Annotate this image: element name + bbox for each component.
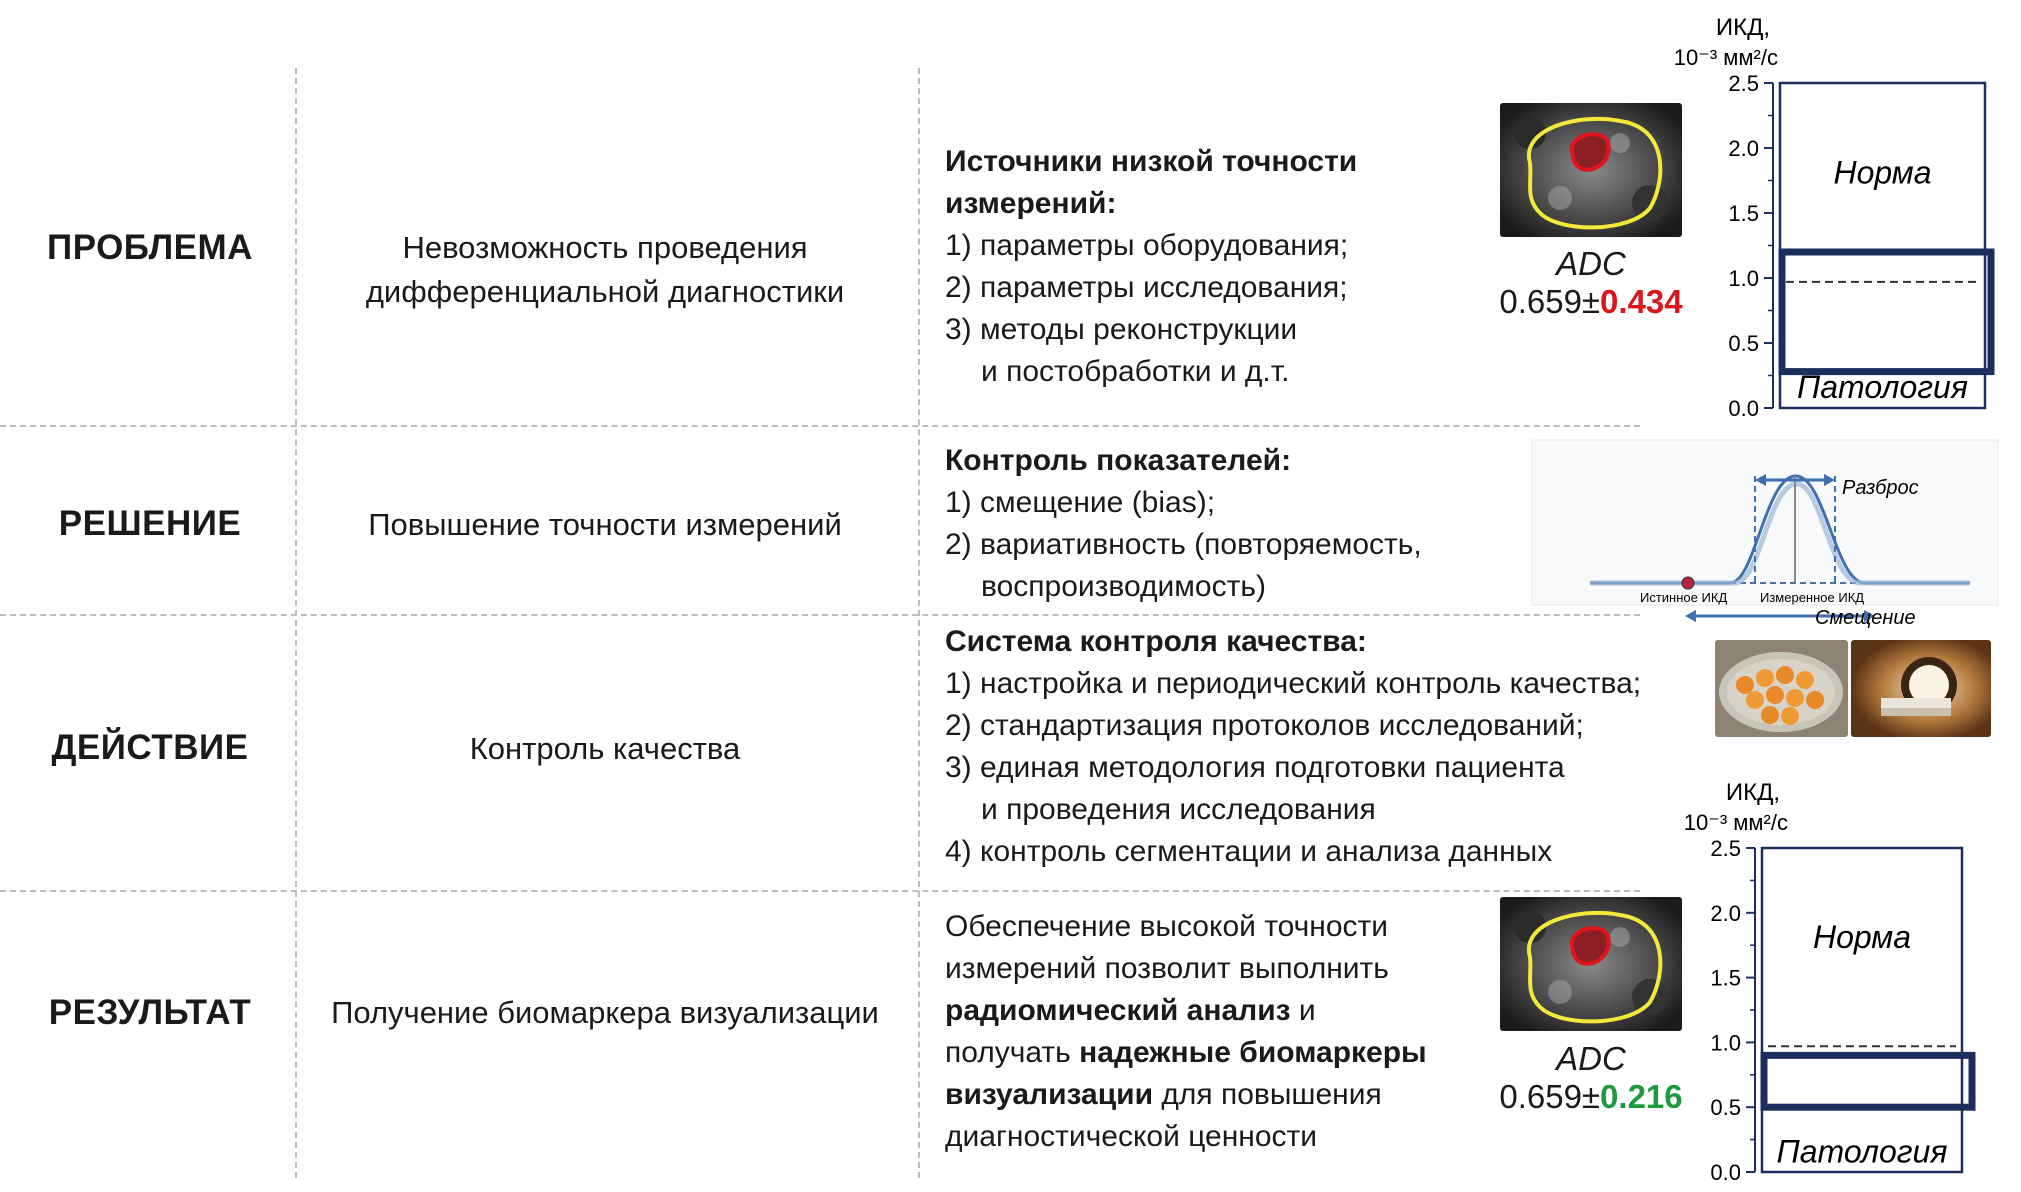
list-item: и постобработки и д.т. xyxy=(981,355,1290,388)
problem-block-title: Источники низкой точности xyxy=(945,145,1358,178)
list-item: 2) стандартизация протоколов исследований; xyxy=(945,709,1584,742)
result-line: диагностической ценности xyxy=(945,1120,1318,1153)
column-divider-2 xyxy=(918,68,920,1178)
chart-ylabel-unit: 10⁻³ мм²/с xyxy=(1683,810,1788,835)
spread-label: Разброс xyxy=(1842,477,1919,499)
adc-error: 0.434 xyxy=(1600,283,1683,320)
chart-ylabel: ИКД, xyxy=(1715,14,1770,41)
adc-label: ADC xyxy=(1556,1040,1626,1077)
true-value-point xyxy=(1682,577,1694,589)
row-label-result: РЕЗУЛЬТАТ xyxy=(48,993,252,1032)
adc-error: 0.216 xyxy=(1600,1078,1683,1115)
row-label-problem: ПРОБЛЕМА xyxy=(47,228,253,267)
chart-tick-label: 1.5 xyxy=(1728,201,1759,226)
result-text: получать xyxy=(945,1036,1080,1069)
chart-tick-label: 0.0 xyxy=(1728,396,1759,421)
result-line xyxy=(945,1032,1427,1074)
bias-label: Смещение xyxy=(1815,607,1916,629)
problem-description-line: дифференциальной диагностики xyxy=(365,274,845,309)
adc-range-chart-top xyxy=(1640,0,2020,425)
chart-measurement-range xyxy=(1782,252,1991,372)
mri-adc-image-bottom xyxy=(1500,897,1682,1031)
action-block-title: Система контроля качества: xyxy=(945,625,1367,658)
result-description-line: Получение биомаркера визуализации xyxy=(331,995,879,1030)
result-description xyxy=(305,991,905,1035)
list-item: 3) единая методология подготовки пациента xyxy=(945,751,1565,784)
result-block xyxy=(945,906,1427,1158)
chart-region-label: Норма xyxy=(1833,154,1932,191)
result-bold: надежные биомаркеры xyxy=(1079,1036,1427,1069)
result-bold: визуализации xyxy=(945,1078,1154,1111)
result-text: для повышения xyxy=(1153,1078,1382,1111)
chart-region-label: Норма xyxy=(1812,919,1912,956)
action-block xyxy=(945,621,1641,873)
chart-region-label: Патология xyxy=(1797,369,1968,406)
measured-value-label: Измеренное ИКД xyxy=(1760,590,1865,605)
chart-tick-label: 2.5 xyxy=(1710,836,1741,861)
list-item: воспроизводимость) xyxy=(981,570,1266,603)
row-label-action: ДЕЙСТВИЕ xyxy=(51,728,249,767)
chart-ylabel: ИКД, xyxy=(1725,779,1780,806)
solution-block xyxy=(945,440,1422,608)
list-item: 4) контроль сегментации и анализа данных xyxy=(945,835,1553,868)
list-item: 1) смещение (bias); xyxy=(945,486,1216,519)
list-item: и проведения исследования xyxy=(981,793,1376,826)
action-description xyxy=(305,727,905,771)
row-divider-3 xyxy=(0,890,1640,892)
chart-tick-label: 0.0 xyxy=(1710,1160,1741,1185)
result-line xyxy=(945,990,1427,1032)
column-divider-1 xyxy=(295,68,297,1178)
chart-region-label: Патология xyxy=(1776,1133,1948,1170)
action-description-line: Контроль качества xyxy=(469,731,741,766)
bias-spread-figure xyxy=(1530,438,2000,633)
problem-description-line: Невозможность проведения xyxy=(402,230,808,265)
solution-description xyxy=(305,503,905,547)
chart-tick-label: 0.5 xyxy=(1728,331,1759,356)
list-item: 1) настройка и периодический контроль качества; xyxy=(945,667,1642,700)
chart-tick-label: 2.0 xyxy=(1728,136,1759,161)
problem-block xyxy=(945,141,1357,393)
phantom-photo xyxy=(1715,640,1848,737)
true-value-label: Истинное ИКД xyxy=(1640,590,1728,605)
result-text: и xyxy=(1290,994,1316,1027)
list-item: 2) параметры исследования; xyxy=(945,271,1348,304)
adc-mean: 0.659± xyxy=(1499,1078,1601,1115)
solution-block-title: Контроль показателей: xyxy=(945,444,1292,477)
list-item: 3) методы реконструкции xyxy=(945,313,1298,346)
adc-range-chart-bottom xyxy=(1660,760,2020,1188)
chart-tick-label: 2.0 xyxy=(1710,900,1741,926)
chart-measurement-range xyxy=(1764,1055,1972,1107)
adc-mean: 0.659± xyxy=(1499,283,1601,320)
chart-range-frame xyxy=(1780,83,1985,408)
row-divider-2 xyxy=(0,614,1640,616)
solution-description-line: Повышение точности измерений xyxy=(368,507,842,542)
result-line xyxy=(945,1074,1427,1116)
chart-tick-label: 1.0 xyxy=(1728,266,1759,291)
problem-block-title: измерений: xyxy=(945,187,1117,220)
problem-description xyxy=(305,226,905,314)
result-line: измерений позволит выполнить xyxy=(945,952,1389,985)
row-divider-1 xyxy=(0,425,1640,427)
chart-tick-label: 1.5 xyxy=(1710,965,1741,991)
result-bold: радиомический анализ xyxy=(945,994,1291,1027)
list-item: 2) вариативность (повторяемость, xyxy=(945,528,1422,561)
chart-tick-label: 1.0 xyxy=(1710,1030,1741,1056)
row-label-solution: РЕШЕНИЕ xyxy=(58,504,242,543)
mri-scanner-photo xyxy=(1851,640,1991,737)
adc-label: ADC xyxy=(1556,245,1626,282)
result-line: Обеспечение высокой точности xyxy=(945,910,1389,943)
chart-tick-label: 2.5 xyxy=(1728,71,1759,96)
chart-tick-label: 0.5 xyxy=(1710,1095,1741,1121)
chart-ylabel-unit: 10⁻³ мм²/с xyxy=(1673,45,1778,70)
list-item: 1) параметры оборудования; xyxy=(945,229,1349,262)
chart-range-frame xyxy=(1762,848,1962,1172)
